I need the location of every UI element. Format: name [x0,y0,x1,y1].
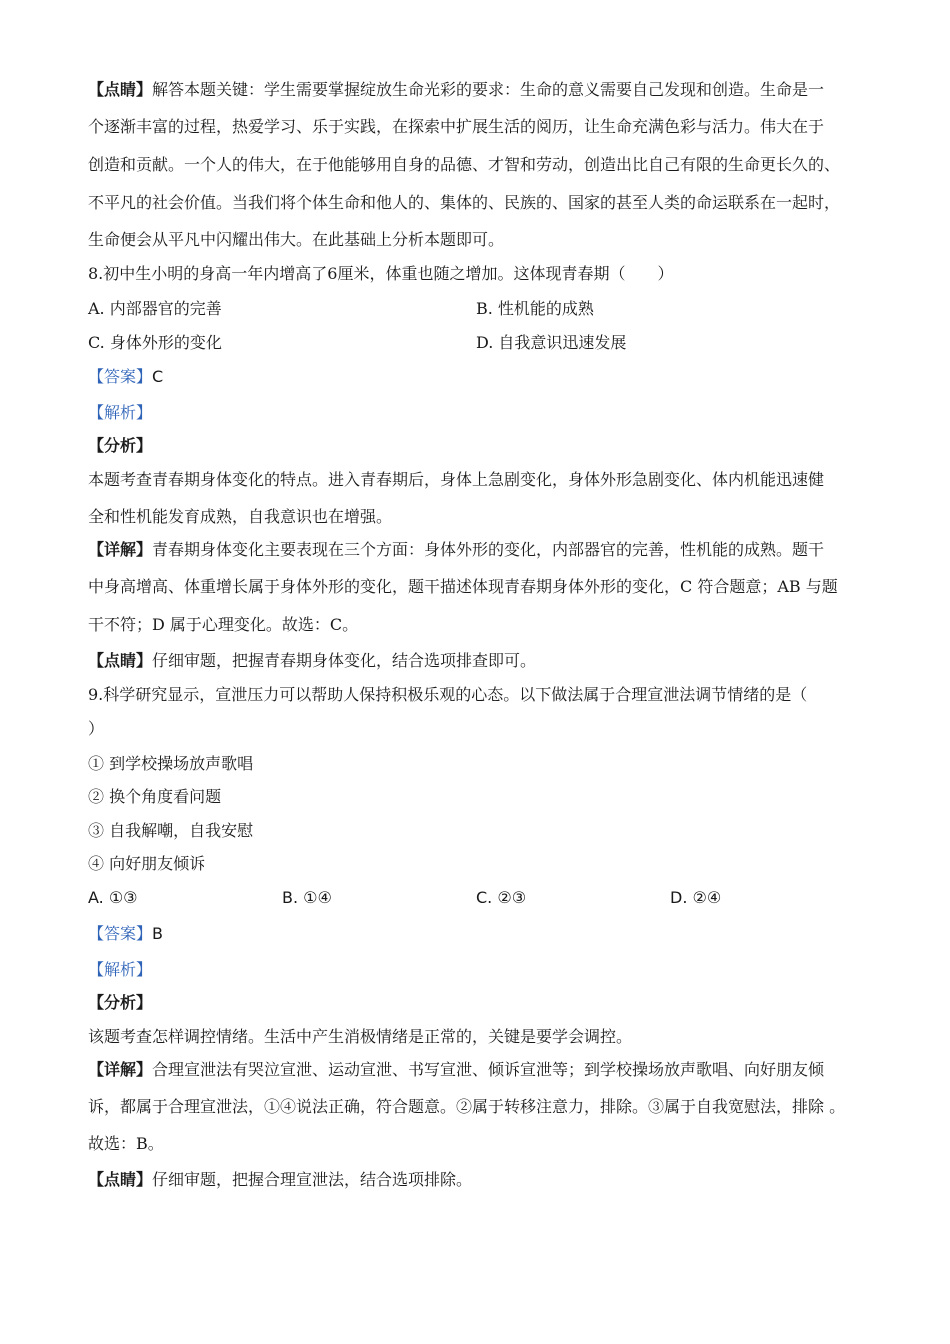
q9-xiangjie-line-3: 故选：B。 [88,1134,164,1153]
q9-option-c: C. ②③ [476,888,527,907]
q9-xiangjie-line-2: 诉，都属于合理宣泄法，①④说法正确，符合题意。②属于转移注意力，排除。③属于自我宽慰法，排除 。 [88,1097,846,1116]
dianjing-paragraph-line-2: 个逐渐丰富的过程，热爱学习、乐于实践，在探索中扩展生活的阅历，让生命充满色彩与活力。伟大在于 [88,117,825,136]
q8-option-d: D. 自我意识迅速发展 [476,333,627,352]
q9-item-1: ① 到学校操场放声歌唱 [88,754,254,773]
q9-answer-tag: 【答案】 [88,924,153,943]
q8-dianjing-tag: 【点睛】 [88,651,153,670]
q8-stem: 8.初中生小明的身高一年内增高了6厘米，体重也随之增加。这体现青春期（ ） [88,264,674,283]
q8-answer [88,367,878,387]
q9-fenxi-text: 该题考查怎样调控情绪。生活中产生消极情绪是正常的，关键是要学会调控。 [88,1027,633,1046]
q8-xiangjie-line-2: 中身高增高、体重增长属于身体外形的变化，题干描述体现青春期身体外形的变化，C 符合题意；AB 与题 [88,577,838,596]
q9-item-2: ② 换个角度看问题 [88,787,222,806]
q8-xiangjie-line-3: 干不符；D 属于心理变化。故选：C。 [88,615,359,634]
q8-xiangjie-tag: 【详解】 [88,540,153,559]
q8-dianjing: 【点睛】仔细审题，把握青春期身体变化，结合选项排查即可。 [88,651,537,670]
q9-xiangjie-tag: 【详解】 [88,1060,153,1079]
q9-item-4: ④ 向好朋友倾诉 [88,854,206,873]
q8-fenxi-line-2: 全和性机能发育成熟，自我意识也在增强。 [88,507,393,526]
q9-fenxi-tag: 【分析】 [88,993,153,1012]
q8-option-b: B. 性机能的成熟 [476,299,594,318]
dianjing-paragraph-line-3: 创造和贡献。一个人的伟大，在于他能够用自身的品德、才智和劳动，创造出比自己有限的生命更长久的、 [88,155,841,174]
q8-answer-tag: 【答案】 [88,367,153,386]
q8-jiexi-tag: 【解析】 [88,403,153,422]
dianjing-paragraph-line-4: 不平凡的社会价值。当我们将个体生命和他人的、集体的、民族的、国家的甚至人类的命运联系在一起时， [88,193,841,212]
q9-dianjing: 【点睛】仔细审题，把握合理宣泄法，结合选项排除。 [88,1170,473,1189]
q9-item-3: ③ 自我解嘲，自我安慰 [88,821,254,840]
q9-stem-line-1: 9.科学研究显示，宣泄压力可以帮助人保持积极乐观的心态。以下做法属于合理宣泄法调节情绪的是（ [88,685,808,704]
q9-answer-value: B [152,924,163,943]
dianjing-tag: 【点睛】 [88,80,153,99]
q8-xiangjie-line-1: 【详解】青春期身体变化主要表现在三个方面：身体外形的变化，内部器官的完善，性机能的成熟。题干 [88,540,825,559]
dianjing-paragraph-line-5: 生命便会从平凡中闪耀出伟大。在此基础上分析本题即可。 [88,230,505,249]
q9-answer [88,924,878,944]
q9-option-b: B. ①④ [282,888,332,907]
q9-option-a: A. ①③ [88,888,138,907]
q8-answer-value: C [152,367,164,386]
q9-dianjing-tag: 【点睛】 [88,1170,153,1189]
q9-jiexi-tag: 【解析】 [88,960,153,979]
q8-fenxi-tag: 【分析】 [88,436,153,455]
q9-option-d: D. ②④ [670,888,722,907]
q8-option-a: A. 内部器官的完善 [88,299,222,318]
q8-fenxi-line-1: 本题考查青春期身体变化的特点。进入青春期后，身体上急剧变化，身体外形急剧变化、体内机能迅速健 [88,470,825,489]
dianjing-paragraph-line-1: 【点睛】解答本题关键：学生需要掌握绽放生命光彩的要求：生命的意义需要自己发现和创造。生命是一 [88,80,825,99]
q9-xiangjie-line-1: 【详解】合理宣泄法有哭泣宣泄、运动宣泄、书写宣泄、倾诉宣泄等；到学校操场放声歌唱、向好朋友倾 [88,1060,825,1079]
q9-stem-line-2: ） [88,719,105,738]
q8-option-c: C. 身体外形的变化 [88,333,222,352]
